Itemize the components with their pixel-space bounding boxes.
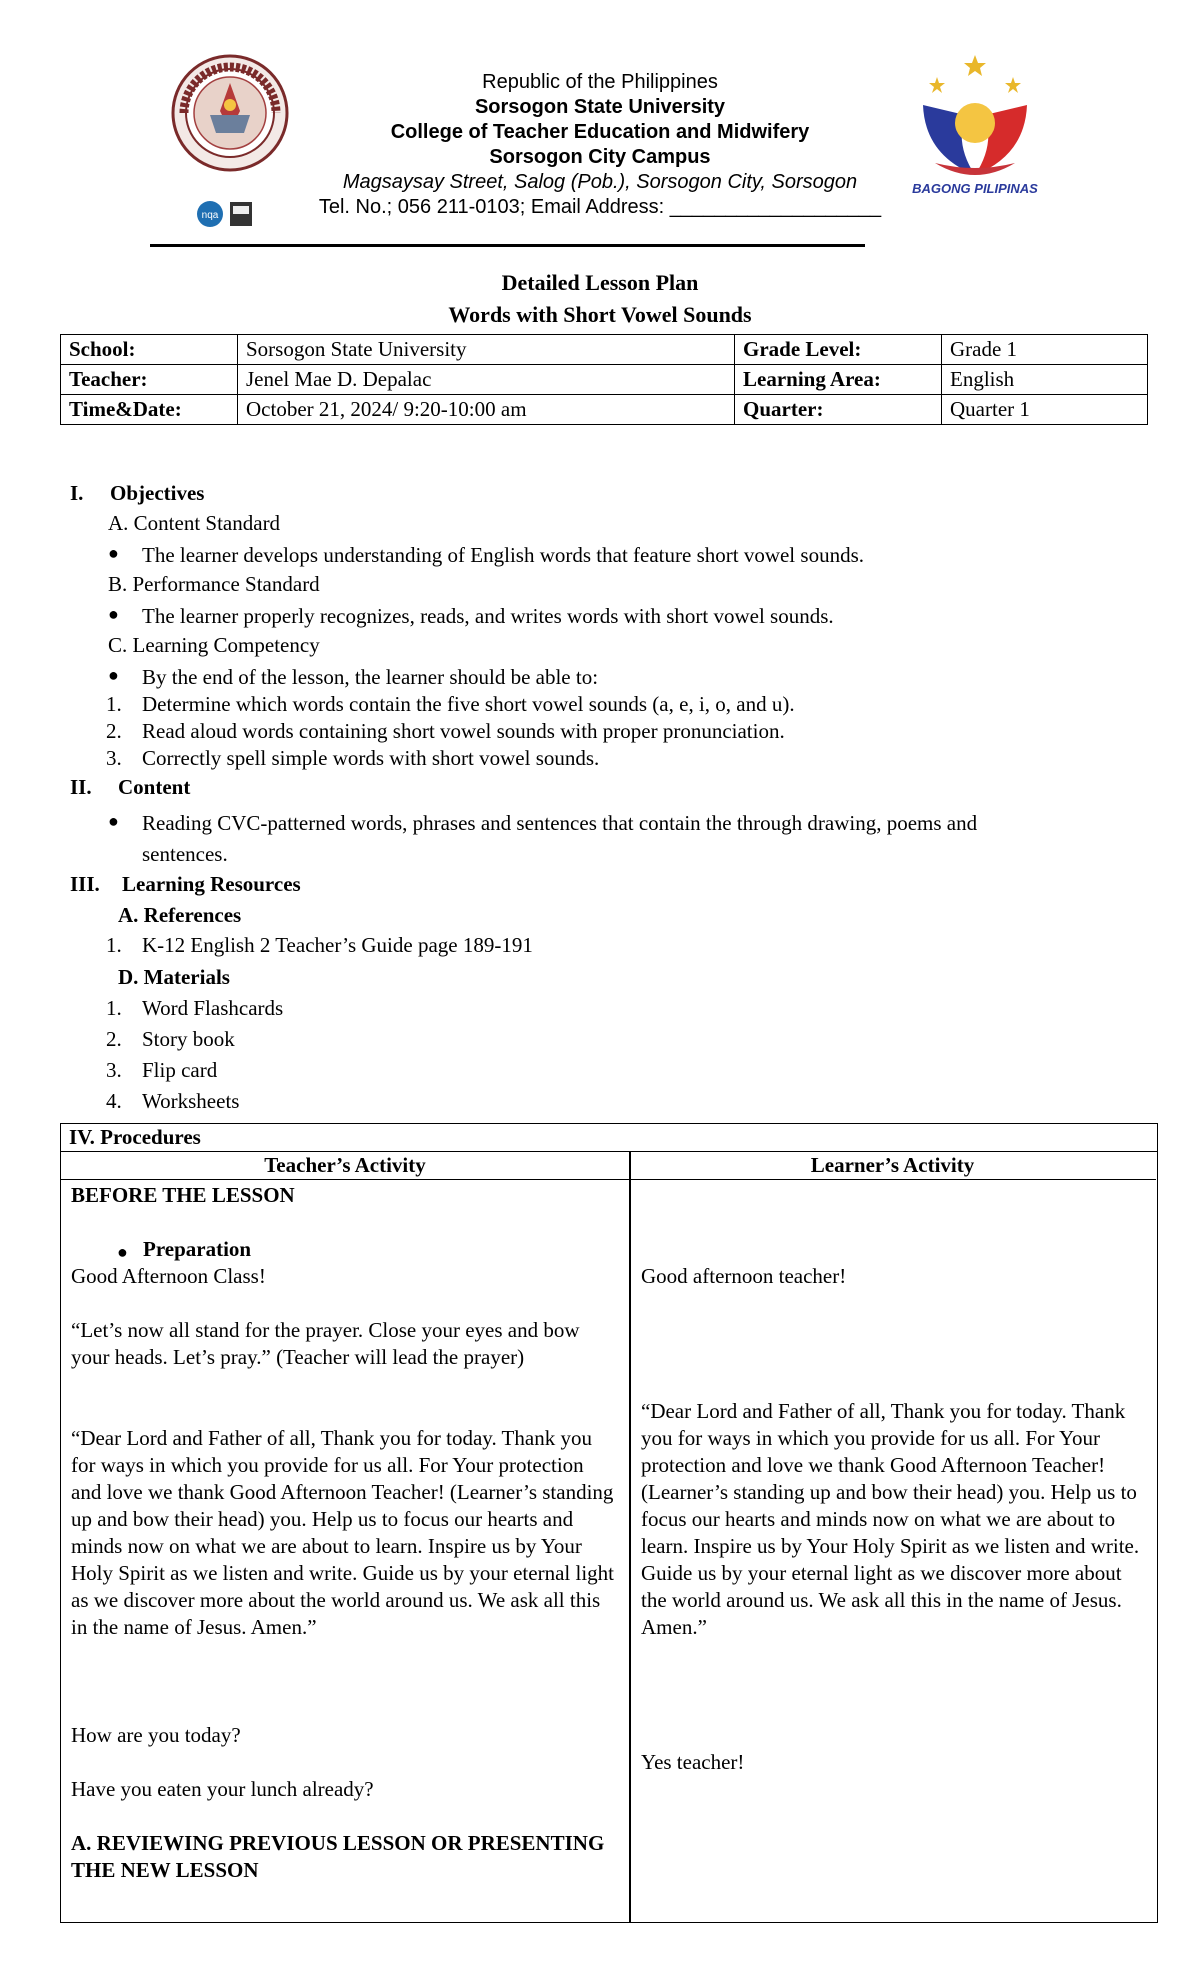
procedures-table [60, 1123, 1158, 1923]
material-number: 2. [106, 1027, 122, 1051]
material-number: 3. [106, 1058, 122, 1082]
bullet-icon: ● [108, 543, 119, 563]
time-label: Time&Date: [61, 395, 238, 425]
reference-number: 1. [106, 933, 122, 957]
content-text-line2: sentences. [142, 842, 228, 866]
teacher-label: Teacher: [61, 365, 238, 395]
before-lesson-heading: BEFORE THE LESSON [71, 1183, 295, 1207]
resources-heading: Learning Resources [122, 872, 301, 896]
learner-yes-response: Yes teacher! [641, 1750, 745, 1774]
bagong-pilipinas-wordmark: BAGONG PILIPINAS [912, 181, 1038, 195]
republic-line: Republic of the Philippines [482, 71, 718, 93]
quarter-label: Quarter: [735, 395, 942, 425]
area-value: English [942, 365, 1148, 395]
objective-number: 2. [106, 719, 122, 743]
references-label: A. References [118, 903, 242, 927]
campus-address: Magsaysay Street, Salog (Pob.), Sorsogon City, Sorsogon [342, 171, 858, 193]
resources-heading-number: III. [70, 872, 100, 896]
teacher-activity-header: Teacher’s Activity [61, 1152, 629, 1180]
learning-competency-label: C. Learning Competency [108, 633, 320, 657]
objectives-heading-number: I. [70, 481, 84, 505]
info-row-school [61, 335, 1148, 365]
bullet-icon: ● [108, 811, 119, 831]
column-divider [629, 1152, 631, 1922]
content-heading: Content [118, 775, 191, 799]
contact-line: Tel. No.; 056 211-0103; Email Address: ___________________ [318, 196, 882, 218]
content-standard-label: A. Content Standard [108, 511, 281, 535]
teacher-prayer-intro: “Let’s now all stand for the prayer. Close your eyes and bow your heads. Let’s pray.” (Teacher will lead the prayer) [71, 1318, 580, 1369]
time-value: October 21, 2024/ 9:20-10:00 am [238, 395, 735, 425]
grade-value: Grade 1 [942, 335, 1148, 365]
reference-item: K-12 English 2 Teacher’s Guide page 189-191 [142, 933, 533, 957]
teacher-value: Jenel Mae D. Depalac [238, 365, 735, 395]
campus-name: Sorsogon City Campus [489, 146, 711, 168]
content-standard-text: The learner develops understanding of English words that feature short vowel sounds. [142, 543, 864, 567]
preparation-heading: Preparation [143, 1237, 252, 1261]
objective-number: 3. [106, 746, 122, 770]
objective-item: Read aloud words containing short vowel sounds with proper pronunciation. [142, 719, 785, 743]
teacher-prayer: “Dear Lord and Father of all, Thank you for today. Thank you for ways in which you provide for us all. For Your protection and love we thank Good Afternoon Teacher! (Learner’s standing up and bow their head) you. Help us to focus our hearts and minds now on what we are about to learn. Inspire us by Your Holy Spirit as we listen and write. Guide us by your eternal light as we discover more about the world around us. We ask all this in the name of Jesus. Amen.” [71, 1426, 614, 1639]
bullet-icon: ● [117, 1242, 128, 1262]
school-label: School: [61, 335, 238, 365]
objective-item: Correctly spell simple words with short vowel sounds. [142, 746, 600, 770]
info-row-teacher [61, 365, 1148, 395]
teacher-how-are-you: How are you today? [71, 1723, 241, 1747]
svg-text:nqa: nqa [201, 210, 219, 221]
grade-label: Grade Level: [735, 335, 942, 365]
objective-item: Determine which words contain the five short vowel sounds (a, e, i, o, and u). [142, 692, 795, 716]
lesson-info-table [60, 334, 1148, 425]
performance-standard-label: B. Performance Standard [108, 572, 320, 596]
learner-prayer: “Dear Lord and Father of all, Thank you for today. Thank you for ways in which you provide for us all. For Your protection and love we thank Good Afternoon Teacher! (Learner’s standing up and bow their head) you. Help us to focus our hearts and minds now on what we are about to learn. Inspire us by Your Holy Spirit as we listen and write. Guide us by your eternal light as we discover more about the world around us. We ask all this in the name of Jesus. Amen.” [641, 1399, 1140, 1639]
letterhead-header [0, 0, 1200, 260]
objectives-heading: Objectives [110, 481, 205, 505]
bullet-icon: ● [108, 665, 119, 685]
header-divider [150, 244, 865, 247]
school-value: Sorsogon State University [238, 335, 735, 365]
learning-competency-text: By the end of the lesson, the learner should be able to: [142, 665, 599, 689]
material-item: Word Flashcards [142, 996, 284, 1020]
material-number: 4. [106, 1089, 122, 1113]
materials-label: D. Materials [118, 965, 230, 989]
area-label: Learning Area: [735, 365, 942, 395]
learner-activity-header: Learner’s Activity [629, 1152, 1156, 1180]
content-text-line1: Reading CVC-patterned words, phrases and sentences that contain the through drawing, poems and [142, 811, 978, 835]
objective-number: 1. [106, 692, 122, 716]
material-item: Worksheets [142, 1089, 240, 1113]
material-item: Flip card [142, 1058, 218, 1082]
letterhead-text [250, 70, 950, 220]
info-row-time [61, 395, 1148, 425]
college-name: College of Teacher Education and Midwifery [390, 121, 810, 143]
quarter-value: Quarter 1 [942, 395, 1148, 425]
teacher-lunch-question: Have you eaten your lunch already? [71, 1777, 374, 1801]
bagong-pilipinas-logo [895, 55, 1055, 195]
lesson-title: Words with Short Vowel Sounds [448, 302, 752, 327]
bullet-icon: ● [108, 604, 119, 624]
reviewing-previous-lesson-heading: A. REVIEWING PREVIOUS LESSON OR PRESENTING THE NEW LESSON [71, 1831, 605, 1882]
performance-standard-text: The learner properly recognizes, reads, and writes words with short vowel sounds. [142, 604, 834, 628]
procedures-heading: IV. Procedures [61, 1124, 1157, 1152]
material-number: 1. [106, 996, 122, 1020]
teacher-greeting: Good Afternoon Class! [71, 1264, 266, 1288]
university-name: Sorsogon State University [474, 96, 726, 118]
material-item: Story book [142, 1027, 235, 1051]
document-title: Detailed Lesson Plan [501, 270, 699, 295]
content-heading-number: II. [70, 775, 92, 799]
learner-greeting: Good afternoon teacher! [641, 1264, 847, 1288]
